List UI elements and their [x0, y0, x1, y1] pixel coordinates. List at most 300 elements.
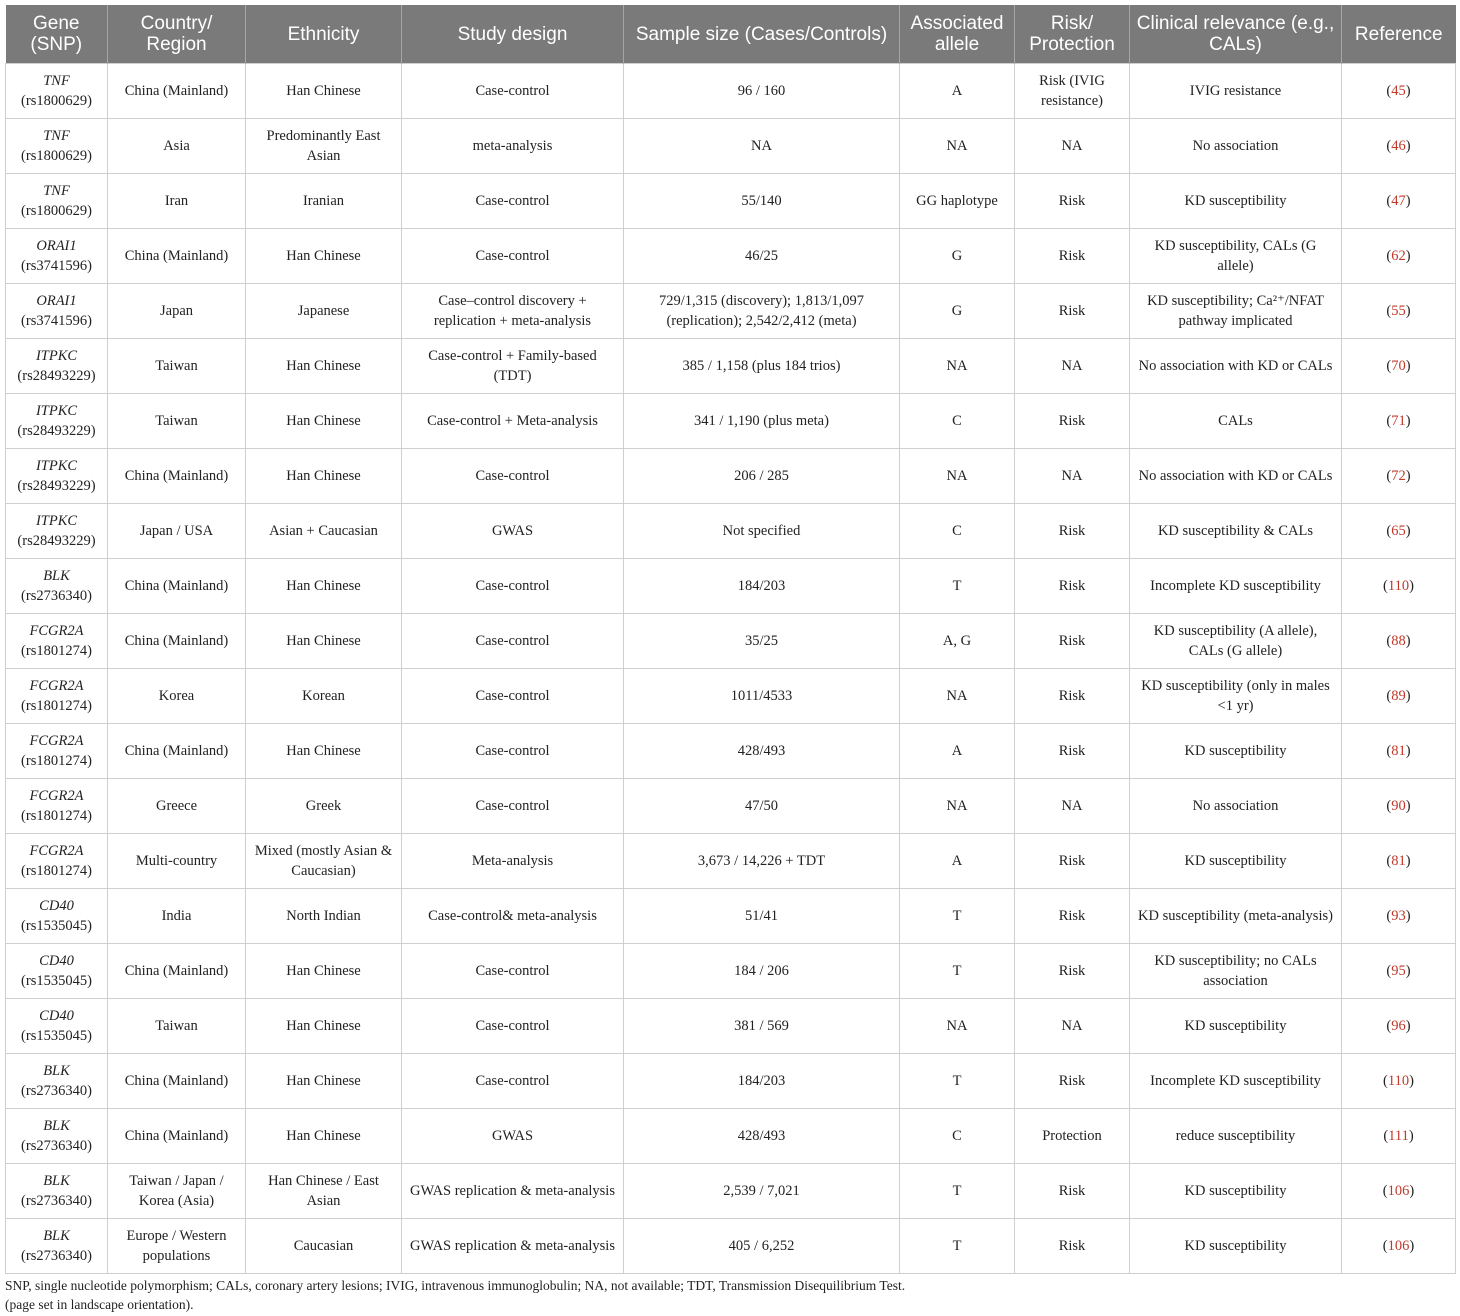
study-design-cell: Case-control [402, 999, 624, 1054]
study-design-cell: Case-control [402, 1054, 624, 1109]
gene-snp-cell [6, 504, 108, 559]
table-row [6, 229, 1456, 284]
associated-allele-cell: NA [900, 779, 1015, 834]
reference-cell [1342, 999, 1456, 1054]
study-design-cell: meta-analysis [402, 119, 624, 174]
clinical-relevance-cell: IVIG resistance [1130, 64, 1342, 119]
risk-protection-cell: NA [1015, 779, 1130, 834]
reference-cell [1342, 834, 1456, 889]
gene-name: CD40 [39, 898, 74, 914]
snp-id: (rs3741596) [21, 258, 92, 274]
snp-id: (rs1801274) [21, 698, 92, 714]
ethnicity-cell: Han Chinese / East Asian [246, 1164, 402, 1219]
reference-cell [1342, 1109, 1456, 1164]
reference-open-paren: ( [1386, 468, 1392, 484]
country-cell: China (Mainland) [108, 614, 246, 669]
table-row [6, 339, 1456, 394]
header-ethnicity: Ethnicity [246, 5, 402, 64]
gene-snp-cell [6, 1054, 108, 1109]
ethnicity-cell: Korean [246, 669, 402, 724]
gene-snp-cell [6, 1164, 108, 1219]
sample-size-cell: 341 / 1,190 (plus meta) [624, 394, 900, 449]
reference-link[interactable]: 45 [1391, 83, 1406, 99]
header-country-region: Country/ Region [108, 5, 246, 64]
ethnicity-cell: Han Chinese [246, 339, 402, 394]
risk-protection-cell: Risk [1015, 504, 1130, 559]
clinical-relevance-cell: KD susceptibility [1130, 174, 1342, 229]
gene-snp-cell [6, 1219, 108, 1274]
clinical-relevance-cell: KD susceptibility; Ca²⁺/NFAT pathway implicated [1130, 284, 1342, 339]
risk-protection-cell: Risk [1015, 284, 1130, 339]
risk-protection-cell: Risk [1015, 614, 1130, 669]
country-cell: India [108, 889, 246, 944]
reference-cell [1342, 1054, 1456, 1109]
reference-cell [1342, 669, 1456, 724]
gene-snp-cell [6, 449, 108, 504]
ethnicity-cell: Han Chinese [246, 724, 402, 779]
table-row [6, 394, 1456, 449]
reference-open-paren: ( [1386, 523, 1392, 539]
associated-allele-cell: C [900, 1109, 1015, 1164]
snp-id: (rs1800629) [21, 93, 92, 109]
associated-allele-cell: T [900, 889, 1015, 944]
study-design-cell: Case-control + Meta-analysis [402, 394, 624, 449]
reference-cell [1342, 779, 1456, 834]
clinical-relevance-cell: Incomplete KD susceptibility [1130, 1054, 1342, 1109]
associated-allele-cell: C [900, 394, 1015, 449]
clinical-relevance-cell: KD susceptibility, CALs (G allele) [1130, 229, 1342, 284]
study-design-cell: Case-control + Family-based (TDT) [402, 339, 624, 394]
reference-link[interactable]: 62 [1391, 248, 1406, 264]
gene-name: BLK [43, 1173, 70, 1189]
associated-allele-cell: A [900, 834, 1015, 889]
reference-link[interactable]: 81 [1391, 743, 1406, 759]
gene-snp-cell [6, 64, 108, 119]
reference-open-paren: ( [1386, 743, 1392, 759]
clinical-relevance-cell: KD susceptibility [1130, 1219, 1342, 1274]
ethnicity-cell: Han Chinese [246, 229, 402, 284]
reference-link[interactable]: 70 [1391, 358, 1406, 374]
reference-close-paren: ) [1409, 1238, 1415, 1254]
snp-id: (rs1801274) [21, 863, 92, 879]
reference-close-paren: ) [1405, 908, 1411, 924]
reference-open-paren: ( [1386, 853, 1392, 869]
reference-link[interactable]: 89 [1391, 688, 1406, 704]
ethnicity-cell: Mixed (mostly Asian & Caucasian) [246, 834, 402, 889]
sample-size-cell: 184 / 206 [624, 944, 900, 999]
gene-name: ORAI1 [36, 238, 77, 254]
ethnicity-cell: Asian + Caucasian [246, 504, 402, 559]
ethnicity-cell: Han Chinese [246, 64, 402, 119]
country-cell: Japan / USA [108, 504, 246, 559]
sample-size-cell: 96 / 160 [624, 64, 900, 119]
associated-allele-cell: T [900, 1054, 1015, 1109]
table-row [6, 669, 1456, 724]
risk-protection-cell: NA [1015, 449, 1130, 504]
reference-close-paren: ) [1405, 688, 1411, 704]
reference-close-paren: ) [1405, 963, 1411, 979]
reference-link[interactable]: 81 [1391, 853, 1406, 869]
gene-snp-cell [6, 559, 108, 614]
gene-snp-cell [6, 614, 108, 669]
sample-size-cell: 3,673 / 14,226 + TDT [624, 834, 900, 889]
country-cell: China (Mainland) [108, 944, 246, 999]
associated-allele-cell: T [900, 1164, 1015, 1219]
reference-open-paren: ( [1383, 1128, 1389, 1144]
reference-open-paren: ( [1386, 908, 1392, 924]
associated-allele-cell: A [900, 64, 1015, 119]
reference-link[interactable]: 96 [1391, 1018, 1406, 1034]
sample-size-cell: 46/25 [624, 229, 900, 284]
gene-snp-cell [6, 284, 108, 339]
ethnicity-cell: Han Chinese [246, 449, 402, 504]
associated-allele-cell: NA [900, 999, 1015, 1054]
associated-allele-cell: T [900, 944, 1015, 999]
reference-open-paren: ( [1386, 193, 1392, 209]
gene-name: TNF [43, 128, 70, 144]
reference-open-paren: ( [1386, 1018, 1392, 1034]
study-design-cell: Case-control [402, 449, 624, 504]
header-reference: Reference [1342, 5, 1456, 64]
gene-name: FCGR2A [29, 623, 84, 639]
ethnicity-cell: Han Chinese [246, 999, 402, 1054]
associated-allele-cell: NA [900, 449, 1015, 504]
country-cell: Iran [108, 174, 246, 229]
clinical-relevance-cell: No association [1130, 119, 1342, 174]
study-design-cell: Case-control [402, 614, 624, 669]
snp-association-table [5, 5, 1456, 1274]
study-design-cell: Case-control& meta-analysis [402, 889, 624, 944]
reference-open-paren: ( [1386, 83, 1392, 99]
clinical-relevance-cell: Incomplete KD susceptibility [1130, 559, 1342, 614]
table-row [6, 1164, 1456, 1219]
reference-open-paren: ( [1386, 303, 1392, 319]
table-row [6, 64, 1456, 119]
gene-name: BLK [43, 1118, 70, 1134]
reference-link[interactable]: 106 [1387, 1238, 1410, 1254]
clinical-relevance-cell: KD susceptibility; no CALs association [1130, 944, 1342, 999]
snp-id: (rs1535045) [21, 1028, 92, 1044]
ethnicity-cell: Japanese [246, 284, 402, 339]
snp-id: (rs2736340) [21, 588, 92, 604]
header-row [6, 5, 1456, 64]
clinical-relevance-cell: KD susceptibility [1130, 999, 1342, 1054]
associated-allele-cell: NA [900, 669, 1015, 724]
gene-name: FCGR2A [29, 733, 84, 749]
snp-id: (rs28493229) [17, 478, 96, 494]
sample-size-cell: 184/203 [624, 1054, 900, 1109]
reference-link[interactable]: 46 [1391, 138, 1406, 154]
reference-close-paren: ) [1408, 1128, 1414, 1144]
sample-size-cell: 2,539 / 7,021 [624, 1164, 900, 1219]
associated-allele-cell: T [900, 1219, 1015, 1274]
reference-cell [1342, 64, 1456, 119]
associated-allele-cell: G [900, 229, 1015, 284]
table-row [6, 559, 1456, 614]
risk-protection-cell: Risk [1015, 559, 1130, 614]
table-row [6, 1109, 1456, 1164]
reference-cell [1342, 119, 1456, 174]
reference-close-paren: ) [1405, 743, 1411, 759]
reference-link[interactable]: 93 [1391, 908, 1406, 924]
reference-close-paren: ) [1409, 578, 1414, 594]
reference-cell [1342, 944, 1456, 999]
country-cell: Europe / Western populations [108, 1219, 246, 1274]
country-cell: China (Mainland) [108, 1109, 246, 1164]
risk-protection-cell: Risk [1015, 1219, 1130, 1274]
reference-link[interactable]: 72 [1391, 468, 1406, 484]
risk-protection-cell: Risk [1015, 394, 1130, 449]
country-cell: China (Mainland) [108, 449, 246, 504]
table-body [6, 64, 1456, 1274]
clinical-relevance-cell: No association with KD or CALs [1130, 449, 1342, 504]
risk-protection-cell: Risk [1015, 944, 1130, 999]
reference-cell [1342, 284, 1456, 339]
country-cell: China (Mainland) [108, 559, 246, 614]
reference-link[interactable]: 110 [1387, 578, 1410, 594]
snp-id: (rs1535045) [21, 973, 92, 989]
country-cell: Taiwan [108, 339, 246, 394]
clinical-relevance-cell: KD susceptibility (meta-analysis) [1130, 889, 1342, 944]
reference-close-paren: ) [1405, 83, 1411, 99]
country-cell: Taiwan [108, 999, 246, 1054]
ethnicity-cell: Han Chinese [246, 394, 402, 449]
country-cell: China (Mainland) [108, 1054, 246, 1109]
ethnicity-cell: Caucasian [246, 1219, 402, 1274]
ethnicity-cell: Han Chinese [246, 559, 402, 614]
snp-id: (rs1801274) [21, 753, 92, 769]
reference-close-paren: ) [1405, 798, 1411, 814]
table-header [6, 5, 1456, 64]
reference-cell [1342, 229, 1456, 284]
associated-allele-cell: NA [900, 119, 1015, 174]
table-row [6, 944, 1456, 999]
sample-size-cell: 47/50 [624, 779, 900, 834]
study-design-cell: Case-control [402, 724, 624, 779]
reference-cell [1342, 174, 1456, 229]
clinical-relevance-cell: reduce susceptibility [1130, 1109, 1342, 1164]
gene-snp-cell [6, 1109, 108, 1164]
gene-snp-cell [6, 119, 108, 174]
reference-cell [1342, 559, 1456, 614]
reference-link[interactable]: 71 [1391, 413, 1406, 429]
risk-protection-cell: Risk [1015, 174, 1130, 229]
gene-snp-cell [6, 944, 108, 999]
reference-cell [1342, 504, 1456, 559]
gene-name: FCGR2A [29, 788, 84, 804]
country-cell: China (Mainland) [108, 64, 246, 119]
study-design-cell: Case-control [402, 559, 624, 614]
snp-id: (rs28493229) [17, 368, 96, 384]
ethnicity-cell: Han Chinese [246, 944, 402, 999]
reference-close-paren: ) [1405, 1018, 1411, 1034]
clinical-relevance-cell: No association with KD or CALs [1130, 339, 1342, 394]
associated-allele-cell: T [900, 559, 1015, 614]
reference-open-paren: ( [1386, 963, 1392, 979]
sample-size-cell: 385 / 1,158 (plus 184 trios) [624, 339, 900, 394]
reference-cell [1342, 1164, 1456, 1219]
gene-name: FCGR2A [29, 678, 84, 694]
reference-open-paren: ( [1383, 578, 1388, 594]
gene-snp-cell [6, 724, 108, 779]
sample-size-cell: NA [624, 119, 900, 174]
risk-protection-cell: Risk [1015, 834, 1130, 889]
snp-id: (rs1801274) [21, 643, 92, 659]
reference-close-paren: ) [1405, 413, 1411, 429]
table-row [6, 284, 1456, 339]
study-design-cell: Case-control [402, 944, 624, 999]
clinical-relevance-cell: KD susceptibility (A allele), CALs (G allele) [1130, 614, 1342, 669]
snp-id: (rs28493229) [17, 533, 96, 549]
gene-name: BLK [43, 568, 70, 584]
gene-name: CD40 [39, 953, 74, 969]
study-design-cell: Case-control [402, 779, 624, 834]
reference-close-paren: ) [1405, 468, 1411, 484]
risk-protection-cell: Protection [1015, 1109, 1130, 1164]
reference-link[interactable]: 95 [1391, 963, 1406, 979]
sample-size-cell: 729/1,315 (discovery); 1,813/1,097 (replication); 2,542/2,412 (meta) [624, 284, 900, 339]
ethnicity-cell: Greek [246, 779, 402, 834]
header-study-design: Study design [402, 5, 624, 64]
risk-protection-cell: Risk [1015, 229, 1130, 284]
gene-snp-cell [6, 339, 108, 394]
table-row [6, 999, 1456, 1054]
reference-link[interactable]: 110 [1387, 1073, 1410, 1089]
risk-protection-cell: Risk (IVIG resistance) [1015, 64, 1130, 119]
sample-size-cell: 35/25 [624, 614, 900, 669]
sample-size-cell: 55/140 [624, 174, 900, 229]
reference-open-paren: ( [1386, 688, 1392, 704]
table-row [6, 834, 1456, 889]
ethnicity-cell: Predominantly East Asian [246, 119, 402, 174]
gene-name: BLK [43, 1063, 70, 1079]
reference-open-paren: ( [1382, 1238, 1388, 1254]
reference-close-paren: ) [1405, 633, 1411, 649]
associated-allele-cell: GG haplotype [900, 174, 1015, 229]
orientation-footnote: (page set in landscape orientation). [5, 1297, 194, 1312]
reference-link[interactable]: 55 [1391, 303, 1406, 319]
gene-name: TNF [43, 183, 70, 199]
table-row [6, 174, 1456, 229]
table-row [6, 779, 1456, 834]
reference-cell [1342, 1219, 1456, 1274]
reference-close-paren: ) [1405, 853, 1411, 869]
table-row [6, 504, 1456, 559]
table-row [6, 1054, 1456, 1109]
reference-cell [1342, 394, 1456, 449]
reference-link[interactable]: 65 [1391, 523, 1406, 539]
snp-id: (rs1800629) [21, 203, 92, 219]
study-design-cell: Meta-analysis [402, 834, 624, 889]
study-design-cell: GWAS replication & meta-analysis [402, 1219, 624, 1274]
reference-cell [1342, 889, 1456, 944]
reference-open-paren: ( [1386, 633, 1392, 649]
header-risk-protection: Risk/ Protection [1015, 5, 1130, 64]
sample-size-cell: 51/41 [624, 889, 900, 944]
ethnicity-cell: Han Chinese [246, 1054, 402, 1109]
sample-size-cell: 428/493 [624, 724, 900, 779]
study-design-cell: Case-control [402, 229, 624, 284]
reference-open-paren: ( [1386, 358, 1392, 374]
risk-protection-cell: NA [1015, 339, 1130, 394]
snp-id: (rs1535045) [21, 918, 92, 934]
reference-close-paren: ) [1409, 1183, 1415, 1199]
gene-name: ITPKC [35, 513, 78, 529]
reference-link[interactable]: 90 [1391, 798, 1406, 814]
clinical-relevance-cell: KD susceptibility [1130, 724, 1342, 779]
risk-protection-cell: Risk [1015, 1164, 1130, 1219]
ethnicity-cell: North Indian [246, 889, 402, 944]
reference-close-paren: ) [1405, 303, 1411, 319]
clinical-relevance-cell: CALs [1130, 394, 1342, 449]
country-cell: Korea [108, 669, 246, 724]
sample-size-cell: 184/203 [624, 559, 900, 614]
clinical-relevance-cell: KD susceptibility [1130, 1164, 1342, 1219]
sample-size-cell: 405 / 6,252 [624, 1219, 900, 1274]
reference-close-paren: ) [1405, 248, 1411, 264]
risk-protection-cell: Risk [1015, 724, 1130, 779]
country-cell: Asia [108, 119, 246, 174]
gene-name: ITPKC [35, 458, 78, 474]
ethnicity-cell: Han Chinese [246, 614, 402, 669]
ethnicity-cell: Han Chinese [246, 1109, 402, 1164]
snp-id: (rs2736340) [21, 1138, 92, 1154]
sample-size-cell: Not specified [624, 504, 900, 559]
clinical-relevance-cell: No association [1130, 779, 1342, 834]
reference-link[interactable]: 47 [1391, 193, 1406, 209]
gene-snp-cell [6, 669, 108, 724]
risk-protection-cell: NA [1015, 999, 1130, 1054]
table-row [6, 724, 1456, 779]
country-cell: China (Mainland) [108, 229, 246, 284]
gene-snp-cell [6, 174, 108, 229]
associated-allele-cell: A, G [900, 614, 1015, 669]
reference-cell [1342, 614, 1456, 669]
reference-link[interactable]: 111 [1388, 1128, 1409, 1144]
associated-allele-cell: C [900, 504, 1015, 559]
snp-id: (rs3741596) [21, 313, 92, 329]
reference-open-paren: ( [1386, 248, 1392, 264]
country-cell: Japan [108, 284, 246, 339]
header-sample-size: Sample size (Cases/Controls) [624, 5, 900, 64]
study-design-cell: Case-control [402, 64, 624, 119]
sample-size-cell: 206 / 285 [624, 449, 900, 504]
header-gene-snp: Gene (SNP) [6, 5, 108, 64]
reference-open-paren: ( [1386, 798, 1392, 814]
snp-id: (rs28493229) [17, 423, 96, 439]
country-cell: Greece [108, 779, 246, 834]
associated-allele-cell: NA [900, 339, 1015, 394]
header-clinical-relevance: Clinical relevance (e.g., CALs) [1130, 5, 1342, 64]
table-row [6, 449, 1456, 504]
reference-open-paren: ( [1386, 138, 1392, 154]
table-row [6, 614, 1456, 669]
country-cell: Multi-country [108, 834, 246, 889]
reference-link[interactable]: 88 [1391, 633, 1406, 649]
snp-id: (rs2736340) [21, 1083, 92, 1099]
clinical-relevance-cell: KD susceptibility (only in males <1 yr) [1130, 669, 1342, 724]
country-cell: China (Mainland) [108, 724, 246, 779]
reference-close-paren: ) [1405, 138, 1411, 154]
sample-size-cell: 428/493 [624, 1109, 900, 1164]
gene-snp-cell [6, 394, 108, 449]
snp-id: (rs1801274) [21, 808, 92, 824]
gene-name: FCGR2A [29, 843, 84, 859]
header-associated-allele: Associated allele [900, 5, 1015, 64]
gene-snp-cell [6, 779, 108, 834]
study-design-cell: GWAS [402, 504, 624, 559]
reference-link[interactable]: 106 [1387, 1183, 1410, 1199]
